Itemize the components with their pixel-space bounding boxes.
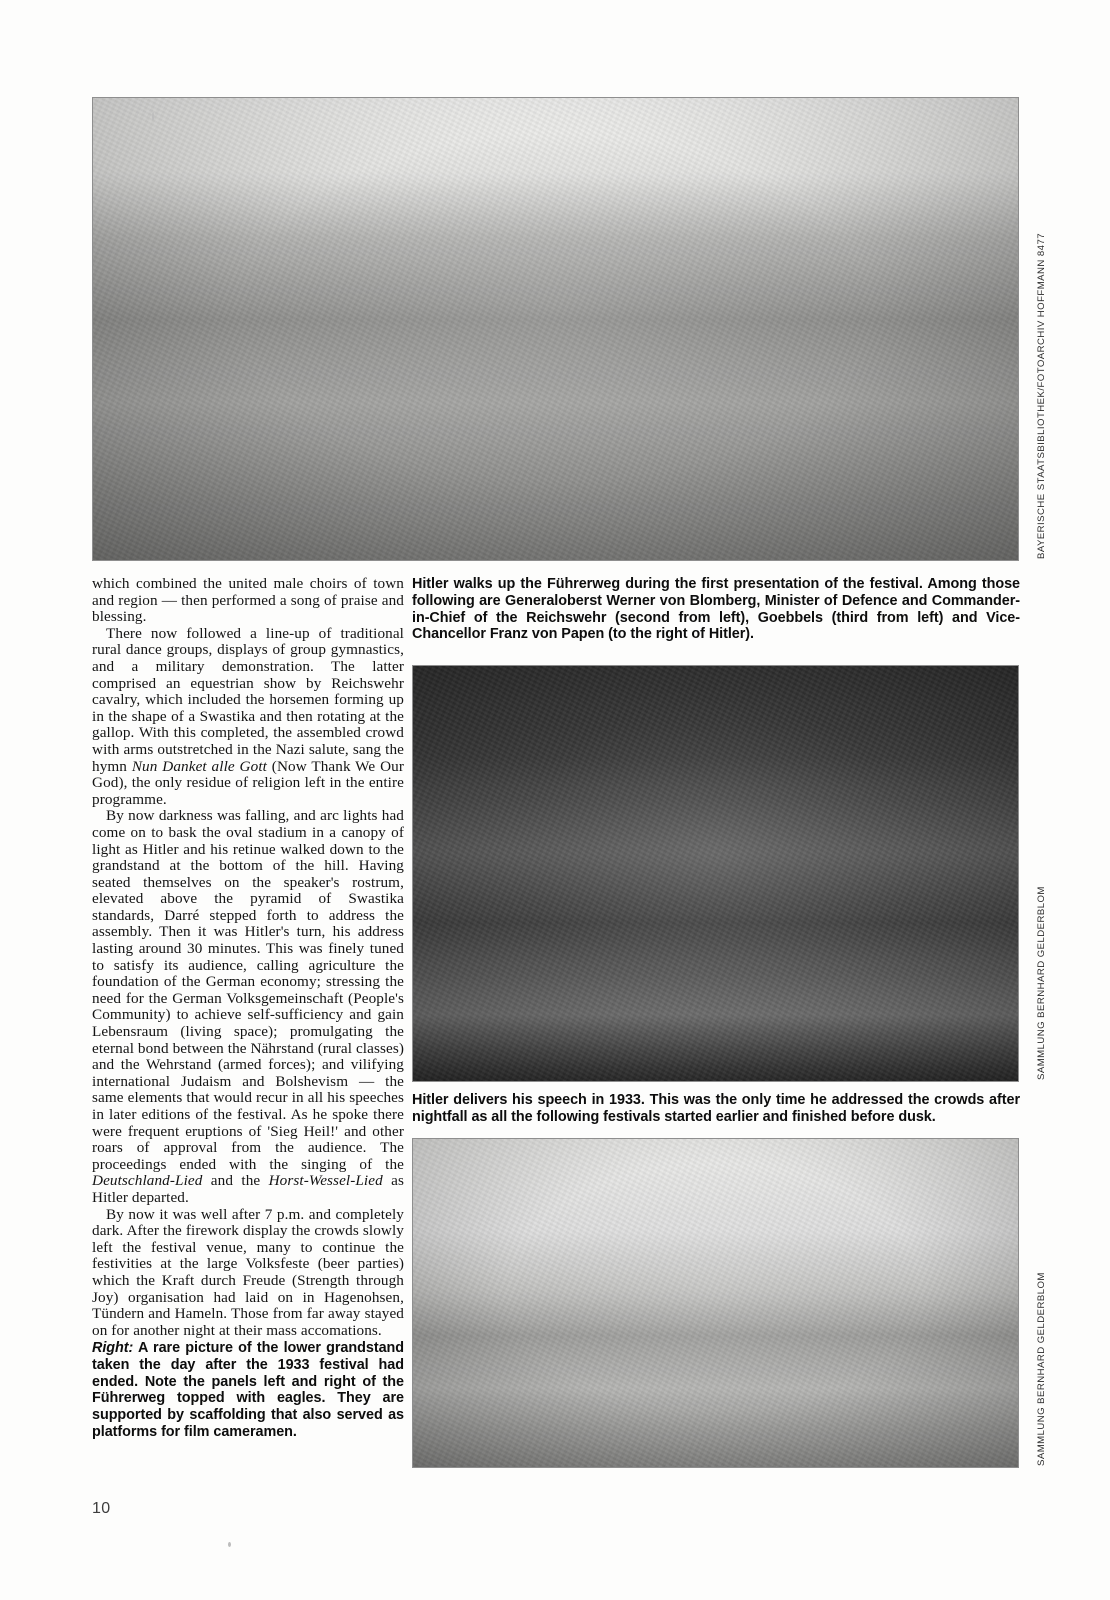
- hymn-tail: (Now Thank We Our God), the only residue of religion left in the entire programme.: [92, 757, 404, 808]
- photo-bottom-credit: SAMMLUNG BERNHARD GELDERBLOM: [1036, 1272, 1047, 1466]
- body-paragraph-3-text: By now darkness was falling, and arc lights had come on to bask the oval stadium in a canopy of light as Hitler and his retinue walked down to the grandstand at the bottom of the hill. Having seated themselves on the speaker's rostrum, elevated above the pyramid of Swastika standards, Darré stepped forth to address the assembly. Then it was Hitler's turn, his address lasting around 30 minutes. This was finely tuned to satisfy its audience, calling agriculture the foundation of the German economy; stressing the need for the German Volksgemeinschaft (People's Community) to achieve self-sufficiency and gain Lebensraum (living space); promulgating the eternal bond between the Nährstand (rural classes) and the Wehrstand (armed forces); and vilifying international Judaism and Bolshevism — the same elements that would recur in all his speeches in later editions of the festival. As he spoke there were frequent eruptions of 'Sieg Heil!' and other roars of approval from the audience. The proceedings ended with the singing of the: [92, 807, 404, 1173]
- photo-middle-vignette: [413, 666, 1018, 1081]
- hymn-title: Nun Danket alle Gott: [131, 757, 267, 775]
- caption-bottom-photo: [92, 1340, 404, 1441]
- photo-middle: [412, 665, 1019, 1082]
- photo-top: [92, 97, 1019, 561]
- photo-bottom-image: [413, 1139, 1018, 1467]
- photo-top-credit: BAYERISCHE STAATSBIBLIOTHEK/FOTOARCHIV HOFFMANN 8477: [1036, 232, 1047, 559]
- page-number: 10: [92, 1500, 111, 1517]
- photo-middle-image: [413, 666, 1018, 1081]
- photo-top-vignette: [93, 98, 1018, 560]
- photo-middle-credit: SAMMLUNG BERNHARD GELDERBLOM: [1036, 886, 1047, 1080]
- body-paragraph-3: [92, 808, 404, 1206]
- caption-bottom-text: A rare picture of the lower grandstand taken the day after the 1933 festival had ended. Note the panels left and right of the Führerweg topped with eagles. They are supported by scaffolding that also served as platforms for film cameramen.: [92, 1340, 404, 1440]
- caption-top-photo: Hitler walks up the Führerweg during the first presentation of the festival. Among those following are Generaloberst Werner von Blomberg, Minister of Defence and Commander-in-Chief of the Reichswehr (second from left), Goebbels (third from left) and Vice-Chancellor Franz von Papen (to the right of Hitler).: [412, 576, 1020, 643]
- caption-middle-photo: Hitler delivers his speech in 1933. This was the only time he addressed the crowds after nightfall as all the following festivals started earlier and finished before dusk.: [412, 1092, 1020, 1125]
- photo-bottom-vignette: [413, 1139, 1018, 1467]
- body-paragraph-2-text: There now followed a line-up of traditional rural dance groups, displays of group gymnastics, and a military demonstration. The latter comprised an equestrian show by Reichswehr cavalry, which included the horsemen forming up in the shape of a Swastika and then rotating at the gallop. With this completed, the assembled crowd with arms outstretched in the Nazi salute, sang the hymn: [92, 624, 404, 775]
- song-title-2: Horst-Wessel-Lied: [268, 1172, 383, 1190]
- song-middle: and the: [202, 1172, 269, 1190]
- photo-top-image: [93, 98, 1018, 560]
- scan-speck: [152, 112, 154, 121]
- photo-bottom: [412, 1138, 1019, 1468]
- body-paragraph-4: By now it was well after 7 p.m. and completely dark. After the firework display the crowds slowly left the festival venue, many to continue the festivities at the large Volksfeste (beer parties) which the Kraft durch Freude (Strength through Joy) organisation had laid on in Hagenohsen, Tündern and Hameln. Those from far away stayed on for another night at their mass accomations.: [92, 1205, 404, 1339]
- body-paragraph-1: which combined the united male choirs of town and region — then performed a song of praise and blessing.: [92, 575, 404, 626]
- caption-bottom-lead: Right:: [92, 1340, 134, 1356]
- song-tail: as Hitler departed.: [92, 1172, 405, 1206]
- body-paragraph-2: [92, 626, 404, 809]
- song-title-1: Deutschland-Lied: [92, 1172, 203, 1190]
- article-body-column: [92, 576, 404, 1339]
- scan-speck: [228, 1542, 231, 1547]
